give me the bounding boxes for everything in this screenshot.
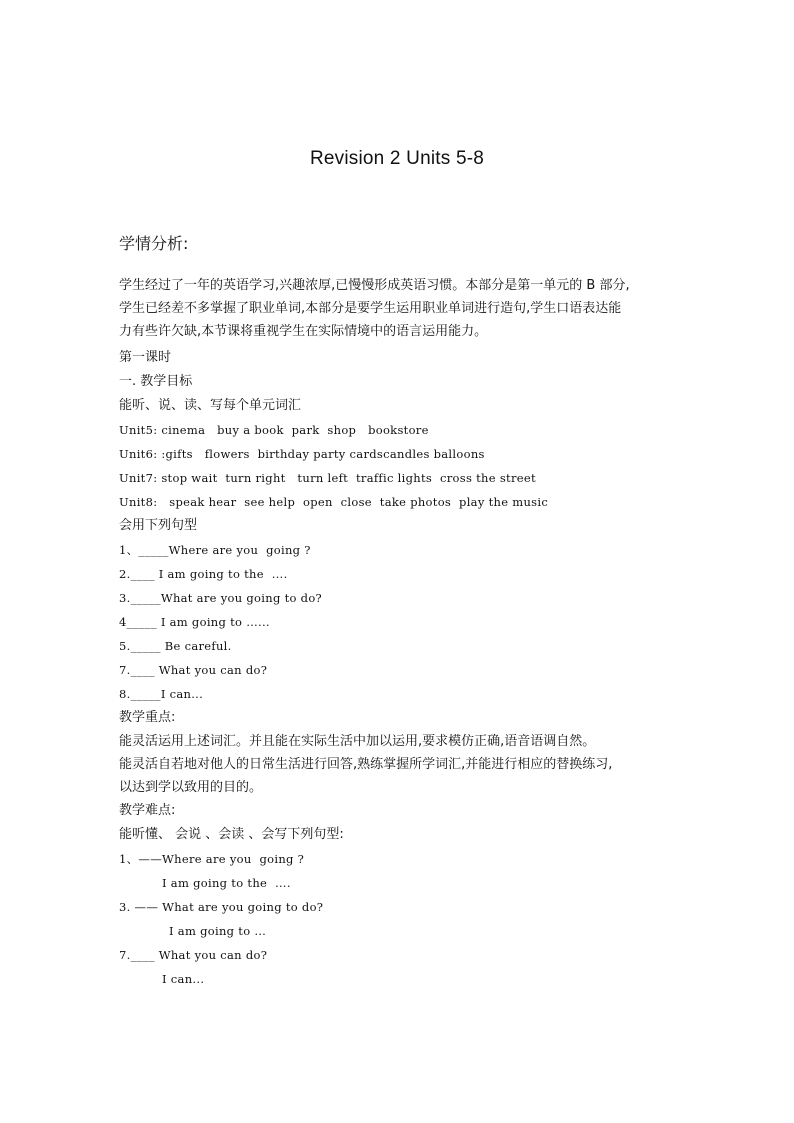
difficulties-intro: 能听懂、 会说 、会读 、会写下列句型: <box>119 827 344 842</box>
pattern-line: 8._____I can... <box>119 687 204 701</box>
intro-line: 力有些许欠缺,本节课将重视学生在实际情境中的语言运用能力。 <box>119 324 488 339</box>
intro-line: 学生经过了一年的英语学习,兴趣浓厚,已慢慢形成英语习惯。本部分是第一单元的 B 部分, <box>119 278 630 293</box>
pattern-line: 2.____ I am going to the …. <box>119 567 288 581</box>
lesson-label: 第一课时 <box>119 350 172 365</box>
unit-vocab-line: Unit7: stop wait turn right turn left traffic lights cross the street <box>119 471 536 485</box>
key-points-line: 能灵活运用上述词汇。并且能在实际生活中加以运用,要求模仿正确,语音语调自然。 <box>119 734 596 749</box>
pattern-line: 1、_____Where are you going ? <box>119 543 311 557</box>
intro-line: 学生已经差不多掌握了职业单词,本部分是要学生运用职业单词进行造句,学生口语表达能 <box>119 301 622 316</box>
difficulty-pattern-line: I am going to the …. <box>162 876 291 890</box>
key-points-line: 以达到学以致用的目的。 <box>119 780 263 795</box>
patterns-intro: 会用下列句型 <box>119 518 198 533</box>
unit-vocab-line: Unit8: speak hear see help open close take photos play the music <box>119 495 549 509</box>
unit-vocab-line: Unit6: :gifts flowers birthday party cardscandles balloons <box>119 447 485 461</box>
difficulty-pattern-line: 3. —— What are you going to do? <box>119 900 324 914</box>
unit-vocab-line: Unit5: cinema buy a book park shop bookstore <box>119 423 429 437</box>
pattern-line: 3._____What are you going to do? <box>119 591 323 605</box>
difficulty-pattern-line: I am going to … <box>169 924 267 938</box>
difficulty-pattern-line: 7.____ What you can do? <box>119 948 268 962</box>
document-title: Revision 2 Units 5-8 <box>309 148 485 169</box>
goals-heading: 一. 教学目标 <box>119 374 193 389</box>
key-points-line: 能灵活自若地对他人的日常生活进行回答,熟练掌握所学词汇,并能进行相应的替换练习, <box>119 757 613 772</box>
vocab-intro: 能听、说、读、写每个单元词汇 <box>119 398 302 413</box>
difficulties-heading: 教学难点: <box>119 803 176 818</box>
difficulty-pattern-line: I can... <box>162 972 205 986</box>
difficulty-pattern-line: 1、——Where are you going ? <box>119 852 305 866</box>
pattern-line: 5._____ Be careful. <box>119 639 232 653</box>
section-heading: 学情分析: <box>119 234 189 253</box>
pattern-line: 4_____ I am going to …... <box>119 615 270 629</box>
key-points-heading: 教学重点: <box>119 710 176 725</box>
lesson-body <box>119 346 699 991</box>
pattern-line: 7.____ What you can do? <box>119 663 268 677</box>
intro-paragraph <box>119 274 679 343</box>
